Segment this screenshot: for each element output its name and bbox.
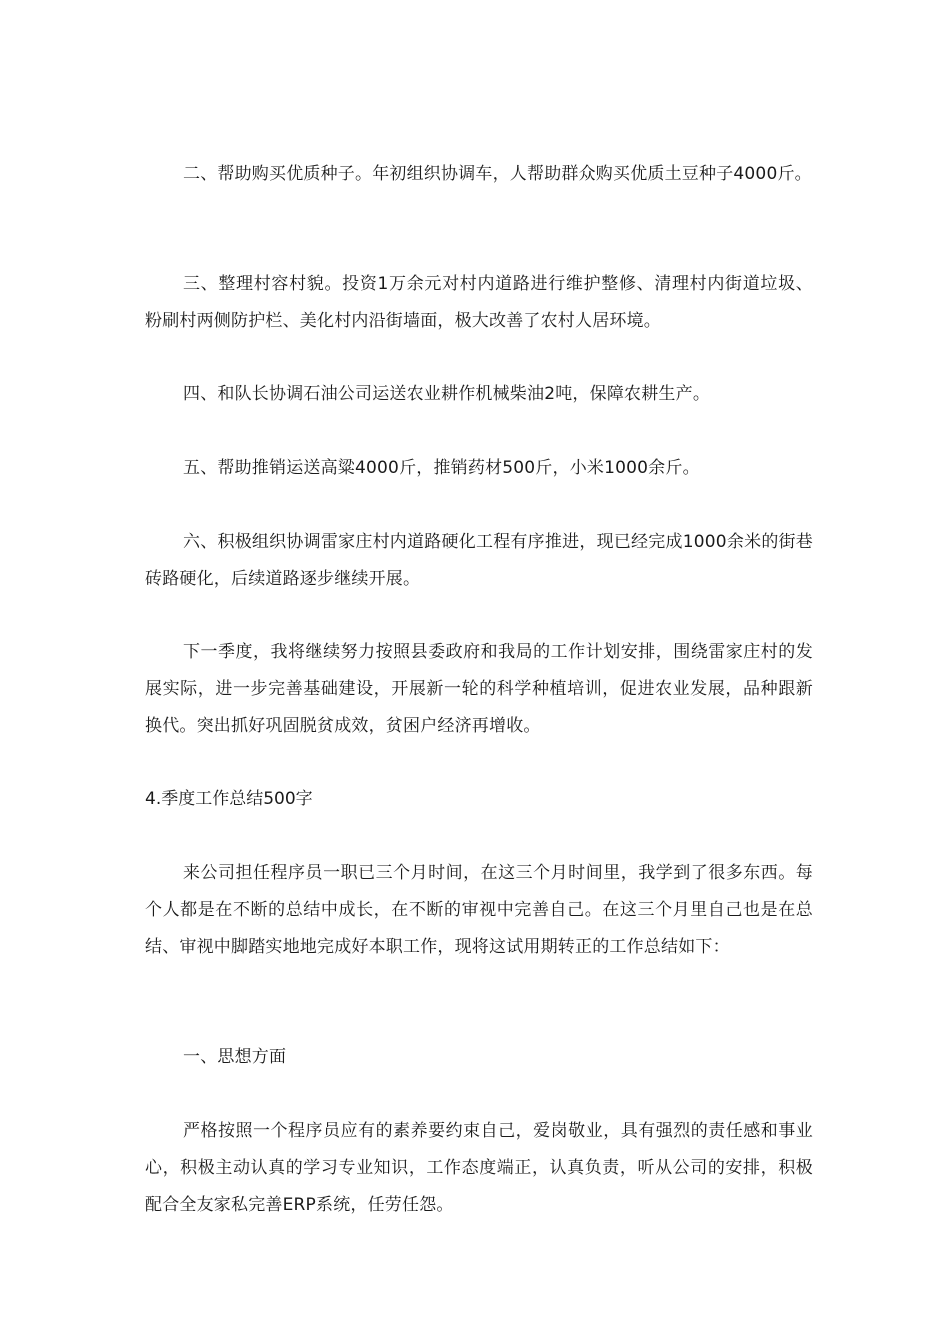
paragraph-diesel: 四、和队长协调石油公司运送农业耕作机械柴油2吨，保障农耕生产。 [183,384,711,404]
paragraph-next-quarter: 下一季度，我将继续努力按照县委政府和我局的工作计划安排，围绕雷家庄村的发展实际，进一步完善基础建设，开展新一轮的科学种植培训，促进农业发展，品种跟新换代。突出抓好巩固脱贫成效，贫困户经济再增收。 [145,642,813,736]
paragraph-sales: 五、帮助推销运送高粱4000斤，推销药材500斤，小米1000余斤。 [183,458,700,478]
paragraph-road-hardening: 六、积极组织协调雷家庄村内道路硬化工程有序推进，现已经完成1000余米的街巷砖路硬化，后续道路逐步继续开展。 [145,532,813,589]
subheading-thought: 一、思想方面 [183,1047,287,1067]
paragraph-seeds: 二、帮助购买优质种子。年初组织协调车，人帮助群众购买优质土豆种子4000斤。 [183,164,812,184]
paragraph-intro: 来公司担任程序员一职已三个月时间，在这三个月时间里，我学到了很多东西。每个人都是在不断的总结中成长，在不断的审视中完善自己。在这三个月里自己也是在总结、审视中脚踏实地地完成好本职工作，现将这试用期转正的工作总结如下： [145,863,813,957]
section-title: 4.季度工作总结500字 [145,789,313,809]
paragraph-village-appearance: 三、整理村容村貌。投资1万余元对村内道路进行维护整修、清理村内街道垃圾、粉刷村两侧防护栏、美化村内沿街墙面，极大改善了农村人居环境。 [145,274,813,331]
paragraph-thought: 严格按照一个程序员应有的素养要约束自己，爱岗敬业，具有强烈的责任感和事业心，积极主动认真的学习专业知识，工作态度端正，认真负责，听从公司的安排，积极配合全友家私完善ERP系统，任劳任怨。 [145,1121,813,1215]
